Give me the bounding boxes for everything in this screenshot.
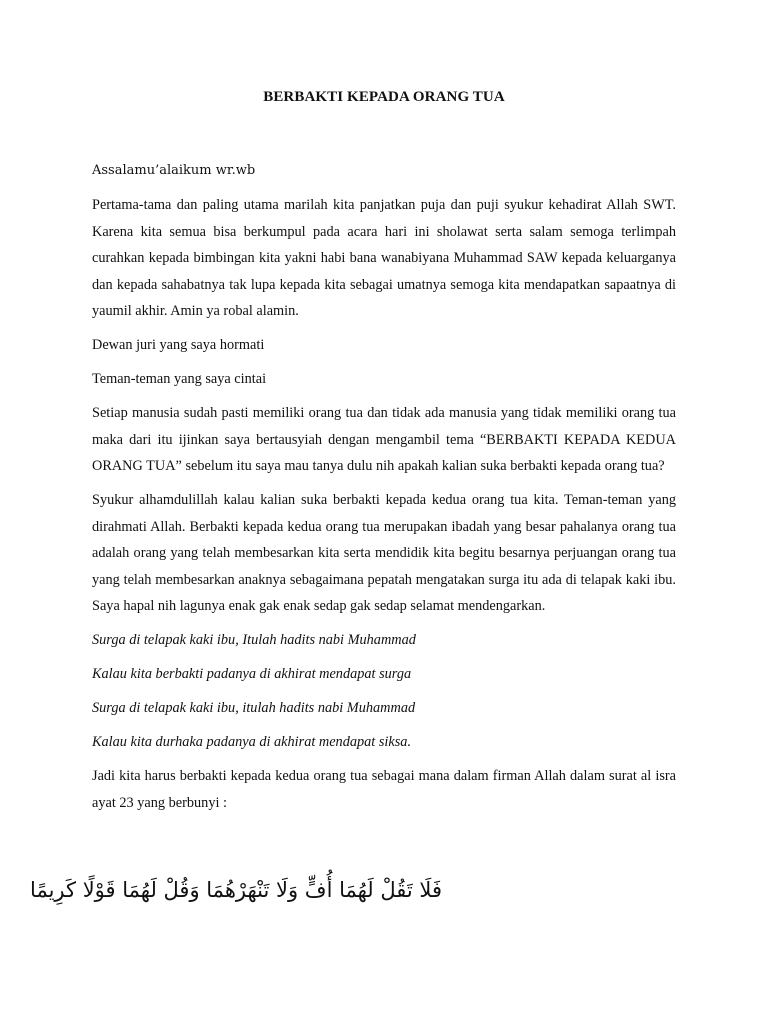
song-line: Kalau kita berbakti padanya di akhirat mendapat surga: [92, 666, 412, 682]
paragraph-salutation-judges: Dewan juri yang saya hormati: [92, 337, 265, 353]
document-body: [92, 158, 676, 824]
paragraph-gratitude: Syukur alhamdulillah kalau kalian suka berbakti kepada kedua orang tua kita. Teman-teman yang dirahmati Allah. Berbakti kepada kedua orang tua merupakan ibadah yang besar pahalanya orang tua adalah orang yang telah membesarkan kita serta mendidik kita begitu besarnya perjuangan orang tua yang telah membesarkan anaknya sebagaimana pepatah mengatakan surga itu ada di telapak kaki ibu. Saya hapal nih lagunya enak gak enak sedap gak sedap selamat mendengarkan.: [92, 492, 676, 614]
arabic-verse: فَلَا تَقُلْ لَهُمَا أُفٍّ وَلَا تَنْهَرْهُمَا وَقُلْ لَهُمَا قَوْلًا كَرِيمًا: [30, 878, 442, 902]
song-line: Surga di telapak kaki ibu, itulah hadits nabi Muhammad: [92, 700, 416, 716]
song-line: Kalau kita durhaka padanya di akhirat mendapat siksa.: [92, 734, 412, 750]
greeting: Assalamu’alaikum wr.wb: [92, 163, 256, 178]
paragraph-opening: Pertama-tama dan paling utama marilah kita panjatkan puja dan puji syukur kehadirat Allah SWT. Karena kita semua bisa berkumpul pada acara hari ini sholawat serta salam semoga terlimpah curahkan kepada bimbingan kita yakni habi bana wanabiyana Muhammad SAW kepada keluarganya dan kepada sahabatnya tak lupa kepada kita sebagai umatnya semoga kita mendapatkan sapaatnya di yaumil akhir. Amin ya robal alamin.: [92, 197, 676, 319]
document-title: BERBAKTI KEPADA ORANG TUA: [263, 89, 505, 105]
paragraph-theme: Setiap manusia sudah pasti memiliki orang tua dan tidak ada manusia yang tidak memiliki orang tua maka dari itu ijinkan saya bertausyiah dengan mengambil tema “BERBAKTI KEPADA KEDUA ORANG TUA” sebelum itu saya mau tanya dulu nih apakah kalian suka berbakti kepada orang tua?: [92, 405, 676, 474]
paragraph-salutation-friends: Teman-teman yang saya cintai: [92, 371, 267, 387]
paragraph-closing: Jadi kita harus berbakti kepada kedua orang tua sebagai mana dalam firman Allah dalam surat al isra ayat 23 yang berbunyi :: [92, 768, 676, 811]
song-line: Surga di telapak kaki ibu, Itulah hadits nabi Muhammad: [92, 632, 416, 648]
